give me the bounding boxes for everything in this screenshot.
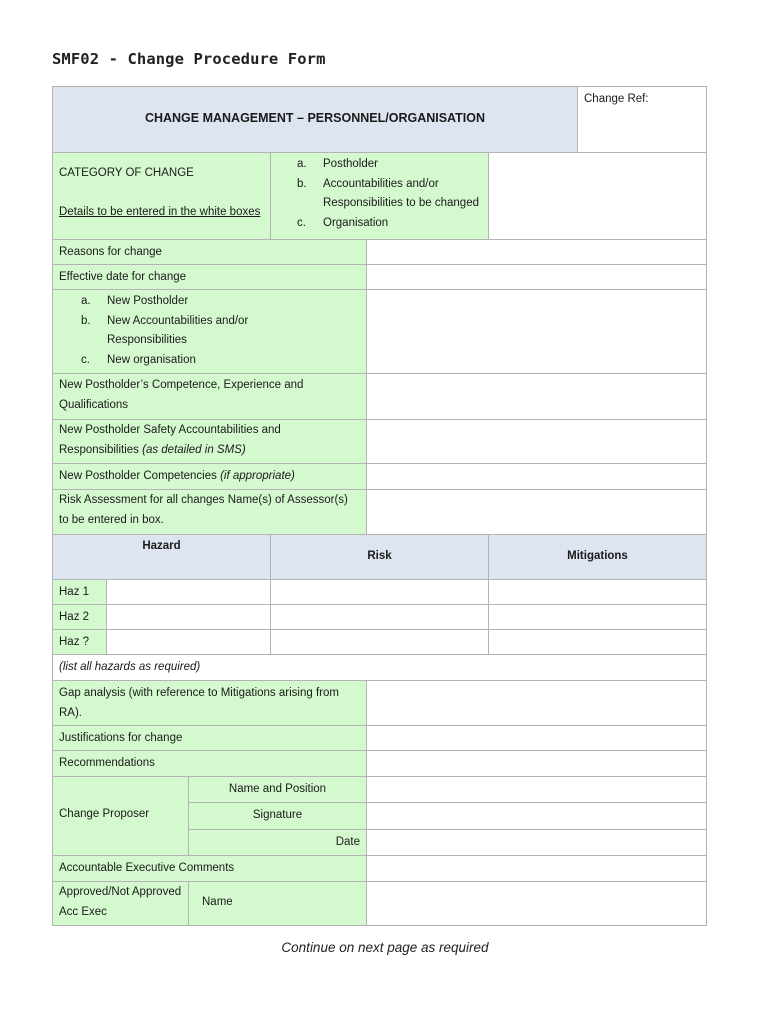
category-field[interactable]: [488, 152, 707, 240]
recommendations-label-cell: [52, 750, 367, 777]
competence-field[interactable]: [366, 373, 707, 420]
form-title: SMF02 - Change Procedure Form: [52, 50, 326, 68]
category-options-cell: [270, 152, 489, 240]
new-items-label-cell: [52, 289, 367, 374]
mitigation-field[interactable]: [488, 579, 707, 605]
approver-name-label-cell: [188, 881, 367, 926]
safety-label: New Postholder Safety Accountabilities and Responsibilities: [59, 424, 281, 456]
form-heading: CHANGE MANAGEMENT – PERSONNEL/ORGANISATION: [144, 111, 486, 125]
safety-label-cell: [52, 419, 367, 464]
category-option-b: b. Accountabilities and/or Responsibilities to be changed: [297, 177, 479, 209]
name-position-field[interactable]: [366, 776, 707, 803]
category-option-c: c. Organisation: [297, 216, 389, 229]
change-proposer-label: Change Proposer: [59, 808, 150, 820]
change-proposer-label-cell: [52, 776, 189, 856]
approved-label: Approved/Not Approved: [59, 886, 182, 898]
safety-label-note: (as detailed in SMS): [142, 443, 246, 456]
hazard-row-label: Haz 1: [52, 579, 107, 605]
gap-analysis-field[interactable]: [366, 680, 707, 726]
exec-comments-label-cell: [52, 855, 367, 882]
competencies-label: New Postholder Competencies: [59, 470, 217, 482]
change-ref-field[interactable]: [577, 86, 707, 153]
competencies-field[interactable]: [366, 463, 707, 490]
hazard-row-label: Haz 2: [52, 604, 107, 630]
signature-label: Signature: [188, 802, 367, 830]
category-label: CATEGORY OF CHANGE: [59, 167, 194, 179]
effective-date-label-cell: [52, 264, 367, 290]
recommendations-label: Recommendations: [59, 757, 155, 769]
change-ref-label: Change Ref:: [584, 93, 649, 105]
risk-field[interactable]: [270, 604, 489, 630]
approver-name-field[interactable]: [366, 881, 707, 926]
effective-date-label: Effective date for change: [59, 271, 187, 283]
reasons-field[interactable]: [366, 239, 707, 265]
new-item-b: b. New Accountabilities and/or Responsibilities: [81, 314, 249, 346]
new-item-a: a. New Postholder: [81, 295, 189, 307]
mitigation-field[interactable]: [488, 604, 707, 630]
risk-assessment-label: Risk Assessment for all changes Name(s) of Assessor(s) to be entered in box.: [59, 494, 348, 526]
competence-label-cell: [52, 373, 367, 420]
mitigations-header: Mitigations: [488, 534, 707, 580]
name-position-label: Name and Position: [188, 776, 367, 803]
approved-label-cell: [52, 881, 189, 926]
safety-field[interactable]: [366, 419, 707, 464]
competencies-label-cell: [52, 463, 367, 490]
signature-field[interactable]: [366, 802, 707, 830]
risk-assessment-label-cell: [52, 489, 367, 535]
competencies-note: (if appropriate): [220, 470, 295, 482]
recommendations-field[interactable]: [366, 750, 707, 777]
continue-note: Continue on next page as required: [281, 940, 489, 955]
date-label: Date: [188, 829, 367, 856]
exec-comments-label: Accountable Executive Comments: [59, 862, 235, 874]
justifications-label: Justifications for change: [59, 732, 183, 744]
reasons-label: Reasons for change: [59, 246, 162, 258]
hazard-field[interactable]: [106, 579, 271, 605]
category-option-a: a. Postholder: [297, 158, 378, 170]
justifications-label-cell: [52, 725, 367, 751]
hazard-list-note: (list all hazards as required): [52, 654, 707, 681]
effective-date-field[interactable]: [366, 264, 707, 290]
hazard-row-label: Haz ?: [52, 629, 107, 655]
category-label-cell: [52, 152, 271, 240]
gap-analysis-label: Gap analysis (with reference to Mitigations arising from RA).: [59, 687, 339, 719]
risk-header: Risk: [270, 534, 489, 580]
new-item-c: c. New organisation: [81, 353, 196, 366]
category-note: Details to be entered in the white boxes: [59, 205, 261, 218]
exec-comments-field[interactable]: [366, 855, 707, 882]
hazard-header: Hazard: [52, 534, 271, 580]
date-field[interactable]: [366, 829, 707, 856]
mitigation-field[interactable]: [488, 629, 707, 655]
competence-label: New Postholder’s Competence, Experience and Qualifications: [59, 379, 304, 411]
new-items-field[interactable]: [366, 289, 707, 374]
risk-field[interactable]: [270, 579, 489, 605]
risk-field[interactable]: [270, 629, 489, 655]
hazard-field[interactable]: [106, 629, 271, 655]
gap-analysis-label-cell: [52, 680, 367, 726]
hazard-field[interactable]: [106, 604, 271, 630]
approver-name-label: Name: [202, 896, 233, 908]
form-heading-cell: [52, 86, 578, 153]
risk-assessment-field[interactable]: [366, 489, 707, 535]
justifications-field[interactable]: [366, 725, 707, 751]
acc-exec-label: Acc Exec: [59, 905, 107, 918]
reasons-label-cell: [52, 239, 367, 265]
